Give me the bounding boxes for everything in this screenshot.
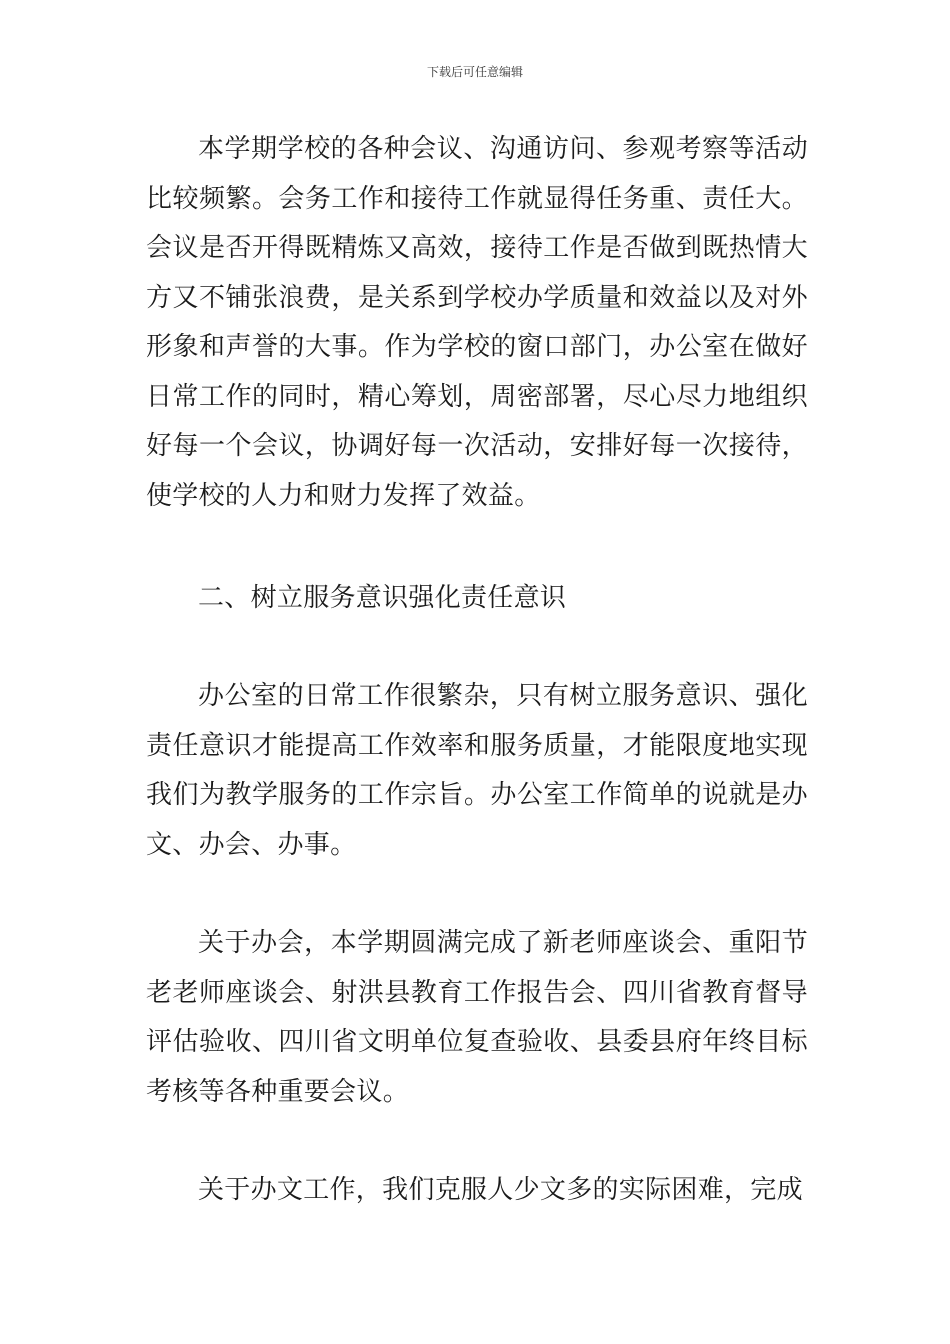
paragraph-meetings-reception: 本学期学校的各种会议、沟通访问、参观考察等活动比较频繁。会务工作和接待工作就显得任务重、责任大。会议是否开得既精炼又高效，接待工作是否做到既热情大方又不铺张浪费，是关系到学校办学质量和效益以及对外形象和声誉的大事。作为学校的窗口部门，办公室在做好日常工作的同时，精心筹划，周密部署，尽心尽力地组织好每一个会议，协调好每一次活动，安排好每一次接待，使学校的人力和财力发挥了效益。 — [146, 134, 808, 511]
paragraph-meetings-held: 关于办会，本学期圆满完成了新老师座谈会、重阳节老老师座谈会、射洪县教育工作报告会、四川省教育督导评估验收、四川省文明单位复查验收、县委县府年终目标考核等各种重要会议。 — [146, 928, 808, 1107]
section-heading: 二、树立服务意识强化责任意识 — [198, 583, 567, 613]
page-header: 下载后可任意编辑 — [426, 65, 523, 79]
paragraph-office-work: 办公室的日常工作很繁杂，只有树立服务意识、强化责任意识才能提高工作效率和服务质量，才能限度地实现我们为教学服务的工作宗旨。办公室工作简单的说就是办文、办会、办事。 — [146, 681, 808, 860]
paragraph-document-work: 关于办文工作，我们克服人少文多的实际困难，完成 — [198, 1175, 803, 1205]
